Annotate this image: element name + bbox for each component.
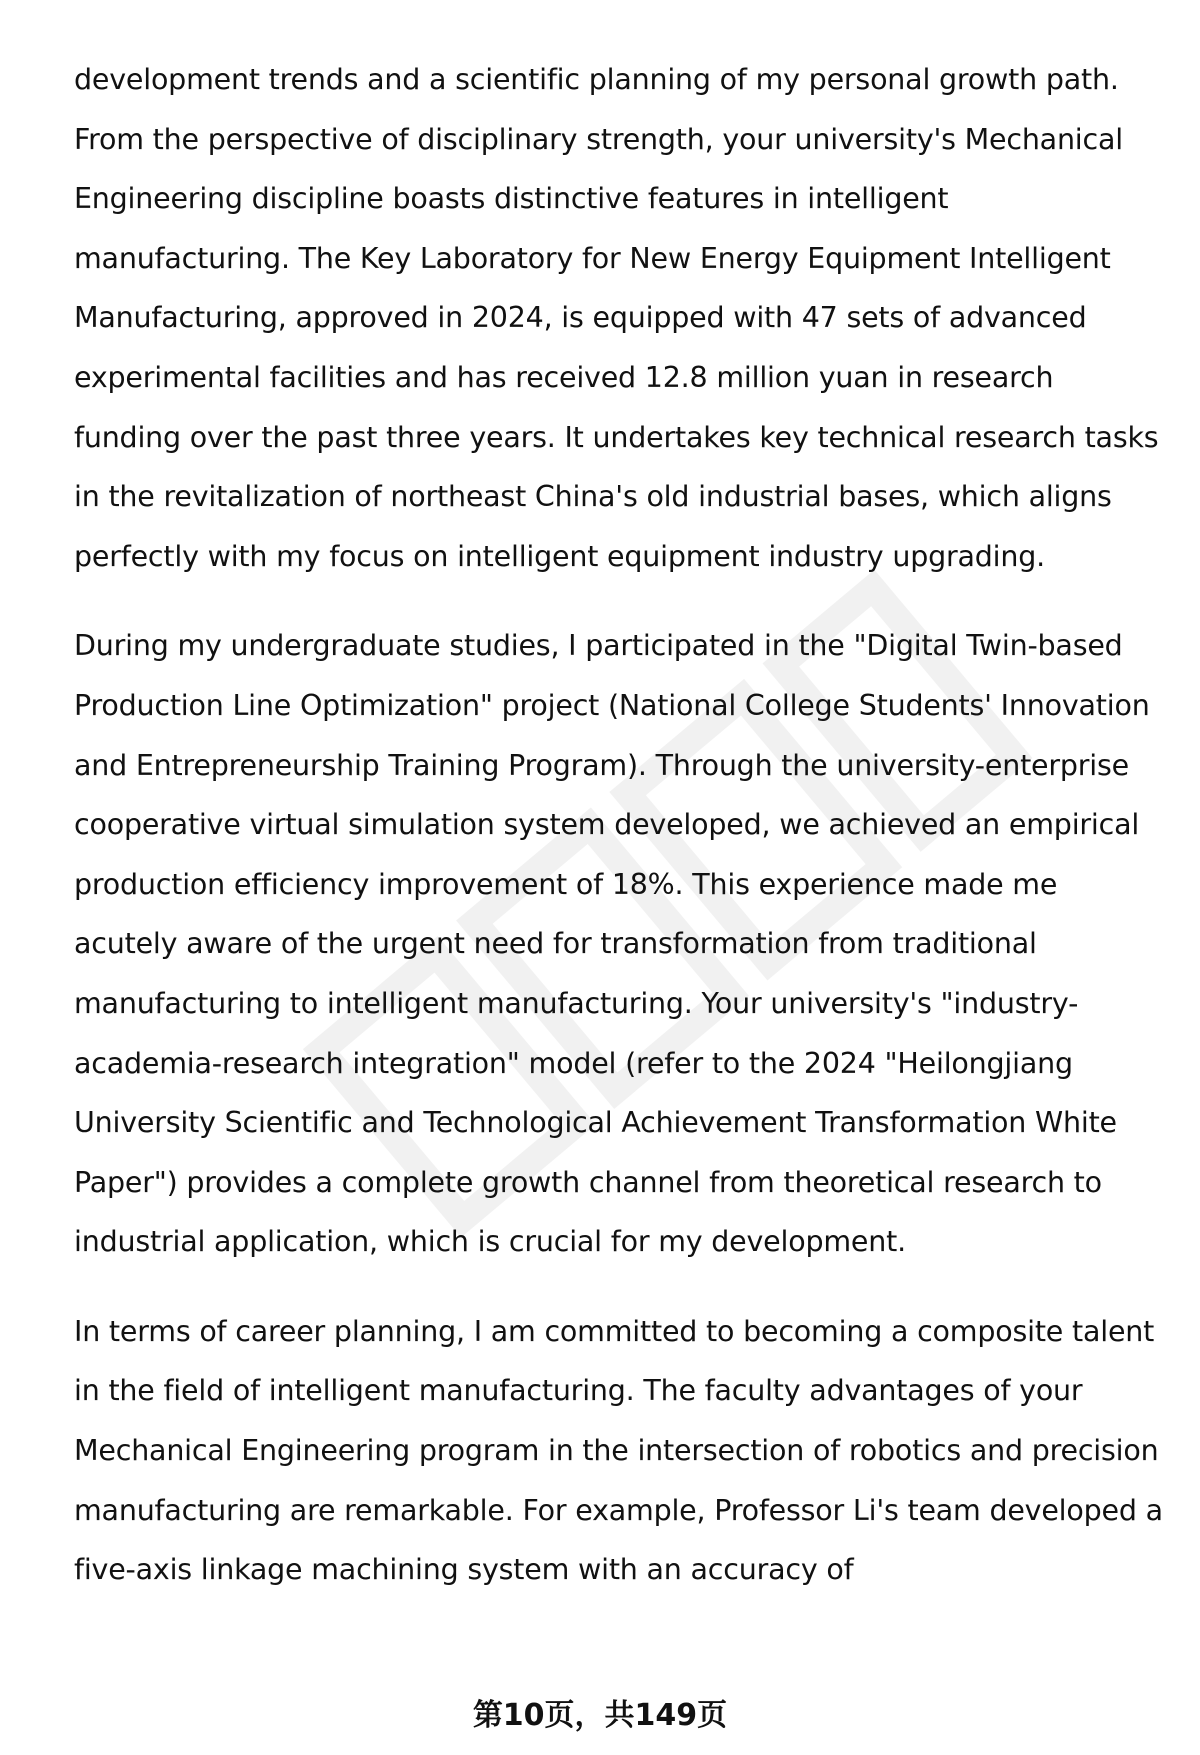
paragraph-3: In terms of career planning, I am committed to becoming a composite talent in the field of intelligent manufacturing. The faculty advantages of your Mechanical Engineering program in the intersection of robotics and precision manufacturing are remarkable. For example, Professor Li's team developed a five-axis linkage machining system with an accuracy of <box>74 1314 1163 1587</box>
paragraph-1: development trends and a scientific planning of my personal growth path. From the perspective of disciplinary strength, your university's Mechanical Engineering discipline boasts distinctive features in intelligent manufacturing. The Key Laboratory for New Energy Equipment Intelligent Manufacturing, approved in 2024, is equipped with 47 sets of advanced experimental facilities and has received 12.8 million yuan in research funding over the past three years. It undertakes key technical research tasks in the revitalization of northeast China's old industrial bases, which aligns perfectly with my focus on intelligent equipment industry upgrading. <box>74 63 1159 573</box>
paragraph-2: During my undergraduate studies, I participated in the "Digital Twin-based Production Line Optimization" project (National College Students' Innovation and Entrepreneurship Training Program). Through the university-enterprise cooperative virtual simulation system developed, we achieved an empirical production efficiency improvement of 18%. This experience made me acutely aware of the urgent need for transformation from traditional manufacturing to intelligent manufacturing. Your university's "industry-academia-research integration" model (refer to the 2024 "Heilongjiang University Scientific and Technological Achievement Transformation White Paper") provides a complete growth channel from theoretical research to industrial application, which is crucial for my development. <box>74 629 1150 1259</box>
document-body <box>74 50 1166 1600</box>
page-number: 第10页，共149页 <box>472 1698 728 1733</box>
